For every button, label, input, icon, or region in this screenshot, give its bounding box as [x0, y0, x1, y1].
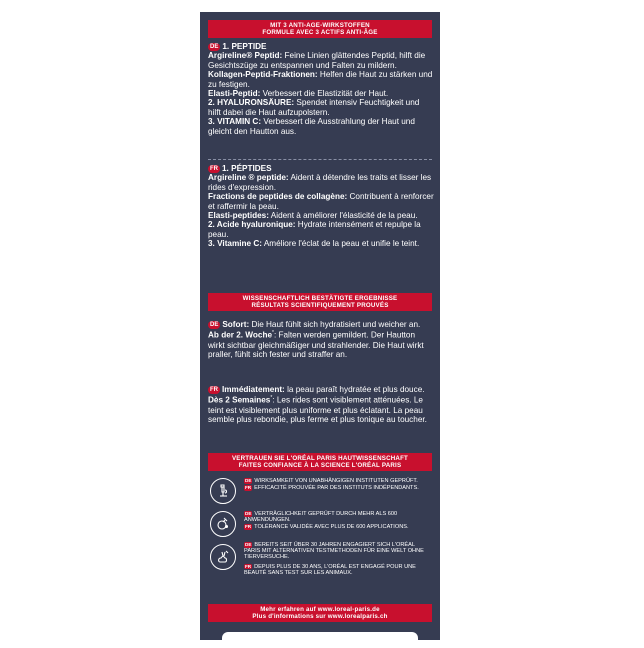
collagen-text: Helfen die Haut zu stärken und zu festigen. [208, 70, 433, 89]
trust-text-de: VERTRÄGLICHKEIT GEPRÜFT DURCH MEHR ALS 600 ANWENDUNGEN. [244, 511, 398, 524]
trust-text-de: WIRKSAMKEIT VON UNABHÄNGIGEN INSTITUTEN GEPRÜFT. [254, 478, 418, 484]
banner-line-de: MIT 3 ANTI-AGE-WIRKSTOFFEN [270, 22, 370, 29]
fr-results-section [208, 385, 434, 424]
argireline-label: Argireline ® peptide: [208, 173, 289, 183]
argireline-text: Aident à détendre les traits et lisser les rides d'expression. [208, 173, 432, 192]
language-tag-de: DE [245, 478, 252, 483]
elasti-label: Elasti-Peptid: [208, 89, 261, 99]
package-tab-cutout [222, 632, 418, 648]
trust-text [244, 542, 432, 577]
trust-text-fr: DEPUIS PLUS DE 30 ANS, L'ORÉAL EST ENGAGÉ POUR UNE BEAUTÉ SANS TEST SUR LES ANIMAUX. [244, 563, 416, 576]
language-tag-fr: FR [245, 563, 252, 569]
trust-text [244, 478, 432, 492]
des-semaines-text: : Les rides sont visiblement atténuées. Le teint est visiblement plus uniforme et plus éclatant. La peau semble plus rebondie, plus ferme et plus tonique au toucher. [208, 396, 427, 424]
argireline-text: Feine Linien glättendes Peptid, hilft die Gesichtszüge zu entspannen und Falten zu mildern. [208, 51, 426, 70]
trust-item-independent-institutes [208, 476, 432, 508]
de-ingredients-section [208, 42, 434, 136]
website-link-de[interactable]: Mehr erfahren auf www.loreal-paris.de [260, 606, 380, 613]
banner-line-de: WISSENSCHAFTLICH BESTÄTIGTE ERGEBNISSE [242, 295, 398, 302]
banner-line-fr: FORMULE AVEC 3 ACTIFS ANTI-ÂGE [262, 29, 378, 36]
collagen-text: Contribuent à renforcer et raffermir la peau. [208, 192, 434, 211]
sofort-label: Sofort: [222, 320, 250, 329]
de-results-section [208, 320, 434, 359]
hyaluron-label: 2. Acide hyaluronique: [208, 220, 296, 230]
banner-line-de: VERTRAUEN SIE L'ORÉAL PARIS HAUTWISSENSCHAFT [231, 455, 409, 462]
woche-text: : Falten werden gemildert. Der Hautton wirkt sichtbar gleichmäßiger und strahlender. Die Haut wirkt praller, fühlt sich fester und straffer an. [208, 331, 424, 359]
vitc-text: Verbessert die Ausstrahlung der Haut und gleicht den Hautton aus. [208, 117, 415, 136]
vitc-label: 3. Vitamine C: [208, 239, 262, 249]
immediatement-text: la peau paraît hydratée et plus douce. [284, 385, 425, 394]
banner-trust-science [208, 453, 432, 471]
trust-text-de: BEREITS SEIT ÜBER 30 JAHREN ENGAGIERT SICH L'ORÉAL PARIS MIT ALTERNATIVEN TESTMETHODEN FÜR EINE WELT OHNE TIERVERSUCHE. [244, 542, 424, 561]
language-tag-de: DE [245, 511, 252, 516]
language-tag-de: DE [245, 542, 252, 547]
des-semaines-label: Dès 2 Semaines [208, 396, 271, 406]
language-tag-de: DE [210, 322, 219, 328]
website-link-ch[interactable]: Plus d'informations sur www.lorealparis.ch [252, 613, 388, 620]
banner-proven-results [208, 293, 432, 311]
language-tag-fr: FR [245, 524, 252, 530]
language-tag-fr: FR [245, 485, 252, 491]
language-tag-de: DE [210, 44, 219, 50]
language-tag-fr: FR [210, 387, 218, 393]
product-info-panel [200, 12, 440, 640]
trust-text [244, 511, 432, 532]
trust-text-fr: EFFICACITÉ PROUVÉE PAR DES INSTITUTS INDÉPENDANTS. [254, 485, 419, 492]
banner-line-fr: FAITES CONFIANCE À LA SCIENCE L'ORÉAL PARIS [238, 462, 402, 469]
hyaluron-text: Hydrate intensément et repulpe la peau. [208, 220, 421, 239]
dropper-face-icon [210, 511, 236, 537]
banner-line-fr: RÉSULTATS SCIENTIFIQUEMENT PROUVÉS [251, 302, 389, 309]
trust-item-tolerance [208, 509, 432, 541]
collagen-label: Kollagen-Peptid-Fraktionen: [208, 70, 318, 80]
heading-peptides: 1. PÉPTIDES [222, 164, 272, 173]
fr-ingredients-section [208, 164, 434, 249]
language-tag-fr: FR [210, 166, 218, 172]
hyaluron-text: Spendet intensiv Feuchtigkeit und hilft dabei die Haut aufzupolstern. [208, 98, 420, 117]
woche-label: Ab der 2. Woche [208, 331, 272, 341]
heading-peptide: 1. PEPTIDE [222, 42, 267, 51]
elasti-text: Aident à améliorer l'élasticité de la peau. [268, 211, 418, 221]
section-divider [208, 159, 432, 160]
immediatement-label: Immédiatement: [222, 385, 285, 394]
rabbit-icon [210, 544, 236, 570]
collagen-label: Fractions de peptides de collagène: [208, 192, 348, 202]
footnote-marker: * [272, 330, 274, 337]
elasti-label: Elasti-peptides: [208, 211, 269, 221]
vitc-text: Améliore l'éclat de la peau et unifie le teint. [262, 239, 420, 249]
banner-website-links [208, 604, 432, 622]
banner-anti-age-actives [208, 20, 432, 38]
vitc-label: 3. VITAMIN C: [208, 117, 262, 127]
argireline-label: Argireline® Peptid: [208, 51, 283, 61]
footnote-marker: * [270, 395, 273, 402]
hyaluron-label: 2. HYALURONSÄURE: [208, 98, 295, 108]
elasti-text: Verbessert die Elastizität der Haut. [260, 89, 389, 99]
sofort-text: Die Haut fühlt sich hydratisiert und weicher an. [249, 320, 421, 329]
trust-item-no-animal-testing [208, 542, 432, 602]
microscope-icon [210, 478, 236, 504]
trust-text-fr: TOLÉRANCE VALIDÉE AVEC PLUS DE 600 APPLICATIONS. [254, 524, 409, 531]
